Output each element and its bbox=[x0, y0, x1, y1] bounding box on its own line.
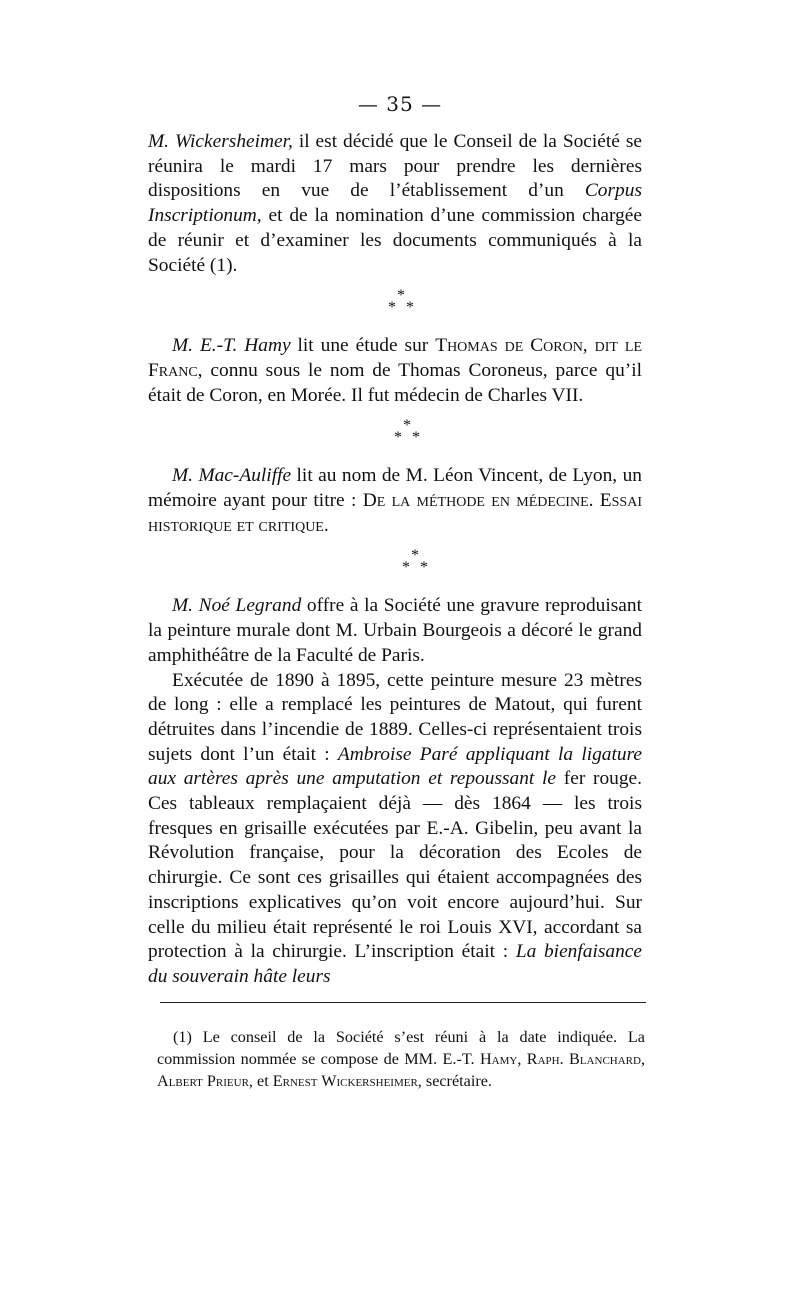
main-text bbox=[148, 130, 642, 990]
asterism: * * * bbox=[394, 417, 420, 447]
paragraph-peinture: Exécutée de 1890 à 1895, cette peinture mesure 23 mètres de long : elle a remplacé les peintures de Matout, qui furent détruites dans l’incendie de 1889. Celles-ci représentaient trois sujets dont l’un était : Ambroise Paré appliquant la ligature aux artères après une amputation et repoussant le fer rouge. Ces tableaux remplaçaient déjà — dès 1864 — les trois fresques en grisaille exécutées par E.-A. Gibelin, peu avant la Révolution française, pour la décoration des Ecoles de chirurgie. Ce sont ces grisailles qui étaient accompagnées des inscriptions explicatives qu’on voit encore aujourd’hui. Sur celle du milieu était représenté le roi Louis XVI, accordant sa protection à la chirurgie. L’inscription était : La bienfaisance du souverain hâte leurs bbox=[148, 669, 643, 987]
paragraph-hamy: M. E.-T. Hamy lit une étude sur Thomas de Coron, dit le Franc, connu sous le nom de Thomas Coroneus, parce qu’il était de Coron, en Morée. Il fut médecin de Charles VII. bbox=[148, 335, 642, 406]
paragraph-wickersheimer: M. Wickersheimer, il est décidé que le Conseil de la Société se réunira le mardi 17 mars pour prendre les dernières dispositions en vue de l’établissement d’un Corpus Inscriptionum, et de la nomination d’une commission chargée de réunir et d’examiner les documents communiqués à la Société (1). bbox=[148, 131, 642, 276]
name-wickersheimer: M. Wickersheimer, bbox=[148, 131, 293, 152]
page-number: — 35 — bbox=[357, 92, 443, 116]
name-legrand: M. Noé Legrand bbox=[172, 595, 302, 617]
asterism: * * * bbox=[388, 287, 414, 317]
footnote: (1) Le conseil de la Société s’est réuni à la date indiquée. La commission nommée se compose de MM. E.-T. Hamy, Raph. Blanchard, Albert Prieur, et Ernest Wickersheimer, secrétaire. bbox=[157, 1028, 645, 1091]
footnote-rule bbox=[160, 1002, 646, 1003]
paragraph-legrand: M. Noé Legrand offre à la Société une gravure reproduisant la peinture murale dont M. Urbain Bourgeois a décoré le grand amphithéâtre de la Faculté de Paris. bbox=[148, 595, 642, 666]
paragraph-mac-auliffe: M. Mac-Auliffe lit au nom de M. Léon Vincent, de Lyon, un mémoire ayant pour titre : De la méthode en médecine. Essai historique et critique. bbox=[148, 465, 642, 536]
name-mac-auliffe: M. Mac-Auliffe bbox=[172, 465, 292, 487]
name-hamy: M. E.-T. Hamy bbox=[172, 335, 291, 357]
asterism: * * * bbox=[402, 547, 428, 577]
